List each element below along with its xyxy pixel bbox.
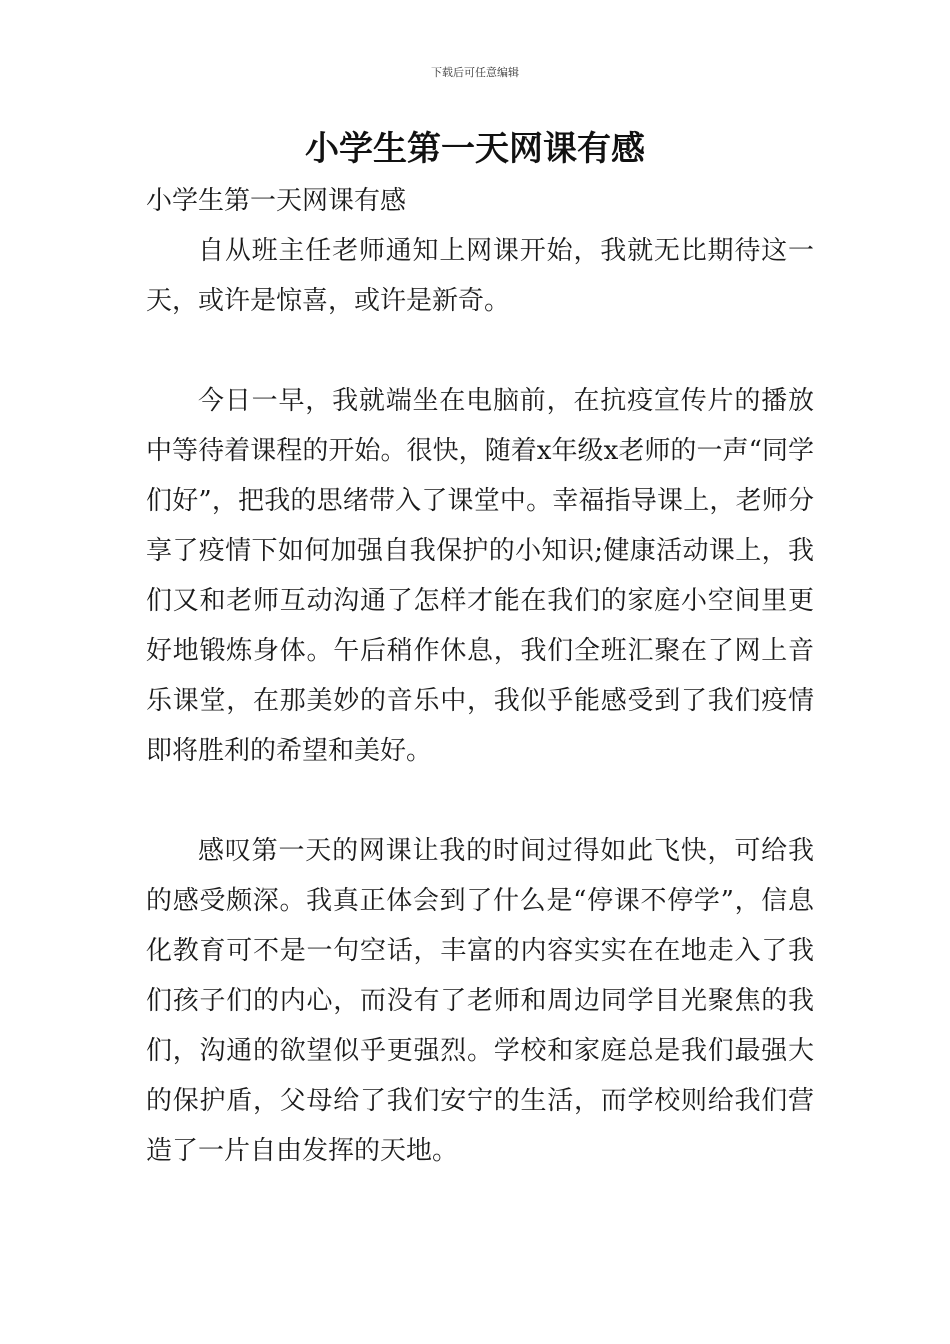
paragraph-gap: [146, 326, 814, 376]
paragraph-gap: [146, 776, 814, 826]
paragraph-1: 自从班主任老师通知上网课开始，我就无比期待这一天，或许是惊喜，或许是新奇。: [146, 236, 814, 316]
document-title: 小学生第一天网课有感: [305, 129, 645, 169]
paragraph-3: 感叹第一天的网课让我的时间过得如此飞快，可给我的感受颇深。我真正体会到了什么是“停课不停学”，信息化教育可不是一句空话，丰富的内容实实在在地走入了我们孩子们的内心，而没有了老师和周边同学目光聚焦的我们，沟通的欲望似乎更强烈。学校和家庭总是我们最强大的保护盾，父母给了我们安宁的生活，而学校则给我们营造了一片自由发挥的天地。: [146, 836, 814, 1166]
document-subtitle: 小学生第一天网课有感: [146, 186, 407, 216]
paragraph-2: 今日一早，我就端坐在电脑前，在抗疫宣传片的播放中等待着课程的开始。很快，随着x年级x老师的一声“同学们好”，把我的思绪带入了课堂中。幸福指导课上，老师分享了疫情下如何加强自我保护的小知识;健康活动课上，我们又和老师互动沟通了怎样才能在我们的家庭小空间里更好地锻炼身体。午后稍作休息，我们全班汇聚在了网上音乐课堂，在那美妙的音乐中，我似乎能感受到了我们疫情即将胜利的希望和美好。: [146, 386, 814, 766]
header-note: 下载后可任意编辑: [431, 66, 519, 79]
document-body: [146, 176, 814, 1176]
